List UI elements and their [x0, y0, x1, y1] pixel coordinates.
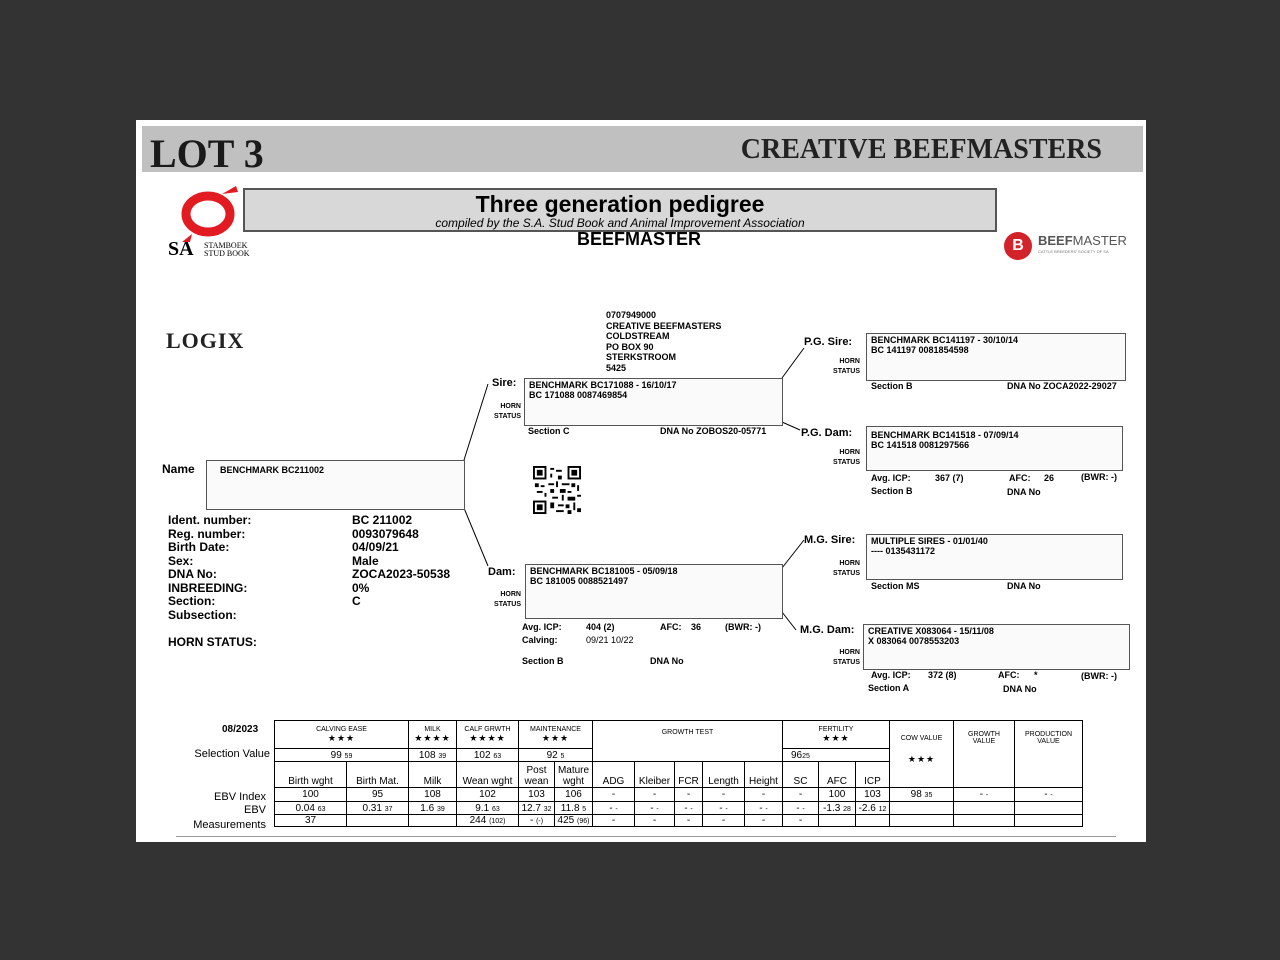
ebv-label: EBV [243, 804, 266, 816]
mg-dam-avg-icp: 372 (8) [928, 670, 957, 680]
calving-ease-header [275, 721, 409, 749]
sa-text: SA [168, 238, 194, 260]
ebv-cell [675, 802, 703, 815]
qr-code-icon [532, 466, 582, 514]
beefmaster-name-part2: MASTER [1072, 233, 1127, 248]
milk-title: MILK [424, 725, 441, 733]
animal-name: BENCHMARK BC211002 [220, 465, 325, 475]
logix-logo: LOGIX [166, 328, 245, 353]
fertility-title: FERTILITY [818, 725, 854, 733]
sex-label: Sex: [168, 553, 194, 568]
mg-sire-horn-label: HORN [839, 560, 860, 567]
pg-dam-avg-icp: 367 (7) [935, 473, 964, 483]
sel-accuracy: 5 [560, 752, 565, 760]
fertility-header [783, 721, 890, 749]
mg-sire-label: M.G. Sire: [804, 534, 856, 546]
calf-growth-stars: ★★★★ [469, 732, 506, 743]
dam-avg-icp: 404 (2) [586, 622, 615, 632]
dam-horn-status [491, 590, 521, 610]
ebv-accuracy: 32 [543, 805, 552, 813]
index-cell: - [783, 788, 819, 802]
growth-value-index [954, 788, 1015, 802]
maintenance-title: MAINTENANCE [530, 725, 581, 733]
sel-accuracy: 63 [493, 752, 502, 760]
meas-accuracy: (96) [577, 818, 590, 825]
production-value-index [1015, 788, 1083, 802]
horn-status-label: HORN STATUS: [168, 635, 257, 649]
production-value-accuracy: - [1050, 792, 1053, 799]
dam-line2: BC 181005 0088521497 [530, 576, 629, 586]
animal-name-box [206, 460, 465, 510]
growth-value-header [954, 721, 1015, 788]
meas-cell [347, 815, 409, 827]
mg-dam-line2: X 083064 0078553203 [868, 636, 960, 646]
cow-value-number: 98 [910, 789, 922, 800]
index-cell: - [635, 788, 675, 802]
ebv-value: 9.1 [475, 802, 490, 814]
ebv-index-row [275, 788, 1083, 802]
footer-divider [176, 836, 1116, 837]
col-sc: SC [783, 762, 819, 788]
birth-date-label: Birth Date: [168, 540, 230, 554]
dam-info [530, 566, 678, 586]
col-icp: ICP [856, 762, 890, 788]
calving-ease-stars: ★★★ [327, 732, 356, 743]
sel-calf-growth [457, 749, 519, 762]
meas-value: - [529, 815, 534, 826]
beefmaster-tagline: CATTLE BREEDERS' SOCIETY OF SA [1038, 249, 1109, 254]
breeder-box: PO BOX 90 [606, 341, 654, 352]
ebv-cell-empty [1015, 802, 1083, 815]
col-post-wean: Post wean [519, 762, 555, 788]
dam-afc-label: AFC: [660, 622, 682, 632]
ebv-cell [409, 802, 457, 815]
ebv-value: - [684, 802, 688, 814]
breeder-postal: 5425 [606, 362, 627, 373]
index-cell: 103 [519, 788, 555, 802]
col-fcr: FCR [675, 762, 703, 788]
ebv-cell [745, 802, 783, 815]
page-title: Three generation pedigree [475, 191, 765, 217]
ebv-cell [703, 802, 745, 815]
pg-sire-line2: BC 141197 0081854598 [871, 345, 969, 355]
breeder-name: CREATIVE BEEFMASTERS [606, 320, 722, 331]
meas-value: 244 [469, 815, 487, 826]
measurements-row [275, 815, 1083, 827]
dam-label: Dam: [488, 566, 516, 578]
mg-dam-info [868, 626, 994, 646]
dam-box [525, 564, 783, 619]
subsection-label: Subsection: [168, 607, 237, 622]
pg-dam-bwr: (BWR: -) [1081, 472, 1117, 482]
production-value-header [1015, 721, 1083, 788]
sire-horn-status [491, 402, 521, 422]
sel-value: 108 [418, 749, 436, 761]
col-length: Length [703, 762, 745, 788]
dam-calving: 09/21 10/22 [586, 635, 634, 645]
growth-test-header [593, 721, 783, 762]
meas-cell-empty [954, 815, 1015, 827]
index-cell: - [675, 788, 703, 802]
sire-dna: DNA No ZOBOS20-05771 [660, 426, 767, 436]
ebv-accuracy: 63 [317, 805, 326, 813]
meas-cell: - [703, 815, 745, 827]
pg-dam-line2: BC 141518 0081297566 [871, 440, 970, 450]
meas-cell: - [783, 815, 819, 827]
pg-dam-status-label: STATUS [833, 459, 860, 466]
mg-dam-horn-label: HORN [839, 649, 860, 656]
meas-cell: 37 [275, 815, 347, 827]
milk-stars: ★★★★ [414, 732, 451, 743]
ebv-value: 11.8 [560, 802, 580, 814]
dna-no-label: DNA No: [168, 567, 217, 581]
breeder-town: COLDSTREAM [606, 331, 670, 342]
mg-dam-section: Section A [868, 683, 910, 693]
calf-growth-header [457, 721, 519, 749]
ebv-value: 0.31 [362, 802, 382, 814]
ebv-cell [783, 802, 819, 815]
pg-dam-afc: 26 [1044, 473, 1055, 483]
growth-value-title: GROWTH VALUE [968, 731, 1000, 745]
col-birth-mat: Birth Mat. [347, 762, 409, 788]
sire-label: Sire: [492, 377, 517, 389]
breeder-city: STERKSTROOM [606, 352, 677, 363]
index-cell: 102 [457, 788, 519, 802]
col-milk: Milk [409, 762, 457, 788]
mg-dam-label: M.G. Dam: [800, 624, 855, 636]
growth-value-accuracy: - [985, 792, 989, 799]
ebv-table [274, 720, 1083, 827]
ebv-value: - [796, 802, 800, 814]
ebv-accuracy: 37 [384, 805, 393, 813]
page-subtitle: compiled by the S.A. Stud Book and Animal Improvement Association [435, 216, 805, 230]
ebv-accuracy: 28 [843, 805, 851, 813]
selection-value-label: Selection Value [194, 748, 270, 760]
sire-box [524, 378, 783, 426]
milk-header [409, 721, 457, 749]
col-mature-wght: Mature wght [555, 762, 593, 788]
index-cell: 108 [409, 788, 457, 802]
animal-details-labels [168, 514, 251, 622]
pg-dam-line1: BENCHMARK BC141518 - 07/09/14 [871, 430, 1019, 440]
beefmaster-name-part1: BEEF [1038, 233, 1073, 248]
maintenance-stars: ★★★ [541, 732, 570, 743]
ebv-accuracy: - [725, 805, 728, 813]
cow-value-stars: ★★★ [907, 754, 936, 764]
birth-date-value: 04/09/21 [352, 540, 399, 554]
fertility-stars: ★★★ [822, 732, 850, 743]
pg-dam-info [871, 430, 1019, 450]
mg-sire-horn-status [828, 559, 860, 579]
pg-sire-horn-label: HORN [839, 358, 860, 365]
pg-dam-horn-label: HORN [839, 449, 860, 456]
dam-calving-label: Calving: [522, 635, 558, 645]
mg-sire-status-label: STATUS [833, 570, 860, 577]
mg-dam-afc: * [1034, 670, 1038, 680]
sel-accuracy: 25 [802, 752, 810, 760]
ebv-accuracy: - [690, 805, 693, 813]
ebv-cell [555, 802, 593, 815]
ebv-value: 0.04 [295, 802, 315, 814]
maintenance-header [519, 721, 593, 749]
pg-sire-info [871, 335, 1018, 355]
beefmaster-b-icon: B [1004, 232, 1032, 260]
col-height: Height [745, 762, 783, 788]
pg-sire-dna: DNA No ZOCA2022-29027 [1007, 381, 1117, 391]
dam-horn-label: HORN [500, 591, 521, 598]
mg-sire-box [866, 534, 1123, 580]
growth-test-title: GROWTH TEST [661, 729, 714, 736]
inbreeding-value: 0% [352, 580, 370, 595]
ebv-accuracy: 12 [878, 805, 887, 813]
farm-name: CREATIVE BEEFMASTERS [740, 134, 1102, 165]
measurements-label: Measurements [193, 819, 266, 831]
sel-accuracy: 39 [438, 752, 447, 760]
sel-milk [409, 749, 457, 762]
ebv-cell [347, 802, 409, 815]
col-wean-wght: Wean wght [457, 762, 519, 788]
section-value: C [352, 594, 361, 608]
meas-cell-empty [1015, 815, 1083, 827]
dam-section: Section B [522, 656, 564, 666]
cow-value-index [890, 788, 954, 802]
ident-number-value: BC 211002 [352, 513, 413, 527]
sel-value: 99 [330, 749, 342, 761]
ebv-value: 1.6 [420, 802, 435, 814]
dam-bwr: (BWR: -) [725, 622, 761, 632]
meas-accuracy: (-) [536, 818, 544, 825]
col-adg: ADG [593, 762, 635, 788]
dam-dna: DNA No [650, 656, 684, 666]
ebv-cell [457, 802, 519, 815]
meas-cell: - [593, 815, 635, 827]
ebv-accuracy: 63 [491, 805, 500, 813]
sire-line2: BC 171088 0087469854 [529, 390, 628, 400]
index-cell: - [745, 788, 783, 802]
dam-line1: BENCHMARK BC181005 - 05/09/18 [530, 566, 678, 576]
meas-value: 425 [557, 815, 575, 826]
mg-dam-horn-status [828, 648, 860, 668]
col-birth-wght: Birth wght [275, 762, 347, 788]
pg-sire-status-label: STATUS [833, 368, 860, 375]
sex-value: Male [352, 553, 379, 568]
meas-cell: - [745, 815, 783, 827]
ebv-value: 12.7 [521, 802, 541, 814]
col-afc: AFC [819, 762, 856, 788]
index-cell: 100 [819, 788, 856, 802]
breed-name: BEEFMASTER [577, 229, 702, 249]
ebv-accuracy: - [615, 805, 618, 813]
pg-dam-afc-label: AFC: [1009, 473, 1031, 483]
pg-sire-horn-status [828, 357, 860, 377]
growth-value-number: - [979, 789, 984, 800]
dna-no-value: ZOCA2023-50538 [352, 567, 451, 581]
index-cell: - [703, 788, 745, 802]
mg-dam-status-label: STATUS [833, 659, 860, 666]
calf-growth-title: CALF GRWTH [464, 725, 511, 733]
index-cell: 106 [555, 788, 593, 802]
mg-dam-box [863, 624, 1130, 670]
sel-value: 92 [546, 749, 558, 761]
ebv-accuracy: - [802, 805, 805, 813]
mg-sire-dna: DNA No [1007, 581, 1041, 591]
sire-line1: BENCHMARK BC171088 - 16/10/17 [529, 380, 677, 390]
pg-dam-horn-status [828, 448, 860, 468]
ebv-cell [519, 802, 555, 815]
meas-cell [555, 815, 593, 827]
meas-cell-empty [819, 815, 856, 827]
reg-number-value: 0093079648 [352, 526, 419, 541]
dam-afc: 36 [691, 622, 702, 632]
index-cell: 95 [347, 788, 409, 802]
pg-sire-section: Section B [871, 381, 913, 391]
sel-accuracy: 59 [344, 752, 353, 760]
ebv-cell [819, 802, 856, 815]
pg-dam-box [866, 426, 1123, 471]
mg-sire-line1: MULTIPLE SIRES - 01/01/40 [871, 536, 988, 546]
dam-status-label: STATUS [494, 601, 521, 608]
sel-calving-ease [275, 749, 409, 762]
dam-avg-icp-label: Avg. ICP: [522, 622, 562, 632]
calving-ease-title: CALVING EASE [316, 725, 367, 733]
mg-dam-line1: CREATIVE X083064 - 15/11/08 [868, 626, 994, 636]
ident-number-label: Ident. number: [168, 513, 252, 527]
meas-cell [519, 815, 555, 827]
ebv-cell [593, 802, 635, 815]
lot-number: LOT 3 [150, 131, 264, 176]
ebv-value: -2.6 [858, 802, 876, 814]
sel-value: 102 [473, 749, 491, 761]
studbook-line1: STAMBOEK [204, 241, 248, 250]
sel-maintenance [519, 749, 593, 762]
meas-cell [409, 815, 457, 827]
cow-value-accuracy: 35 [924, 792, 933, 799]
pg-sire-box [866, 333, 1126, 381]
sel-value: 96 [791, 749, 803, 761]
index-cell: - [593, 788, 635, 802]
mg-dam-bwr: (BWR: -) [1081, 671, 1117, 681]
production-value-number: - [1044, 789, 1048, 800]
breeder-code: 0707949000 [606, 310, 657, 320]
studbook-line2: STUD BOOK [204, 249, 250, 258]
mg-dam-afc-label: AFC: [998, 670, 1020, 680]
pg-sire-line1: BENCHMARK BC141197 - 30/10/14 [871, 335, 1019, 345]
sire-section: Section C [528, 426, 570, 436]
ebv-value: - [650, 802, 654, 814]
col-kleiber: Kleiber [635, 762, 675, 788]
reg-number-label: Reg. number: [168, 526, 246, 541]
name-label: Name [162, 462, 195, 476]
ebv-index-label: EBV Index [214, 791, 266, 803]
meas-cell: - [675, 815, 703, 827]
pedigree-sheet [136, 120, 1146, 842]
ebv-cell-empty [954, 802, 1015, 815]
ebv-cell [856, 802, 890, 815]
ebv-accuracy: - [656, 805, 659, 813]
cow-value-title: COW VALUE [900, 735, 943, 742]
mg-dam-dna: DNA No [1003, 684, 1037, 694]
sire-info [529, 380, 677, 400]
sire-horn-label: HORN [500, 403, 521, 410]
sel-fertility [783, 749, 890, 762]
ebv-accuracy: - [765, 805, 768, 813]
mg-dam-avg-icp-label: Avg. ICP: [871, 670, 911, 680]
ebv-row [275, 802, 1083, 815]
meas-cell [457, 815, 519, 827]
ebv-value: - [759, 802, 763, 814]
ebv-date: 08/2023 [222, 724, 259, 735]
production-value-title: PRODUCTION VALUE [1024, 731, 1073, 745]
ebv-accuracy: 39 [436, 805, 445, 813]
cow-value-header [890, 721, 954, 788]
index-cell: 103 [856, 788, 890, 802]
animal-details-values [352, 514, 450, 609]
pg-dam-dna: DNA No [1007, 487, 1041, 497]
meas-accuracy: (102) [489, 818, 506, 825]
pg-dam-label: P.G. Dam: [801, 427, 853, 439]
section-label: Section: [168, 594, 216, 608]
ebv-value: - [609, 802, 613, 814]
mg-sire-line2: ---- 0135431172 [871, 546, 936, 556]
index-cell: 100 [275, 788, 347, 802]
ebv-value: - [719, 802, 723, 814]
ebv-value: -1.3 [823, 802, 841, 814]
meas-cell-empty [856, 815, 890, 827]
ebv-cell [635, 802, 675, 815]
sire-status-label: STATUS [494, 413, 521, 420]
mg-sire-info [871, 536, 988, 556]
mg-sire-section: Section MS [871, 581, 920, 591]
pg-sire-label: P.G. Sire: [804, 336, 853, 348]
inbreeding-label: INBREEDING: [168, 580, 248, 595]
ebv-cell-empty [890, 802, 954, 815]
meas-cell-empty [890, 815, 954, 827]
ebv-cell [275, 802, 347, 815]
pg-dam-avg-icp-label: Avg. ICP: [871, 473, 911, 483]
ebv-accuracy: 5 [582, 805, 587, 813]
meas-cell: - [635, 815, 675, 827]
pg-dam-section: Section B [871, 486, 913, 496]
